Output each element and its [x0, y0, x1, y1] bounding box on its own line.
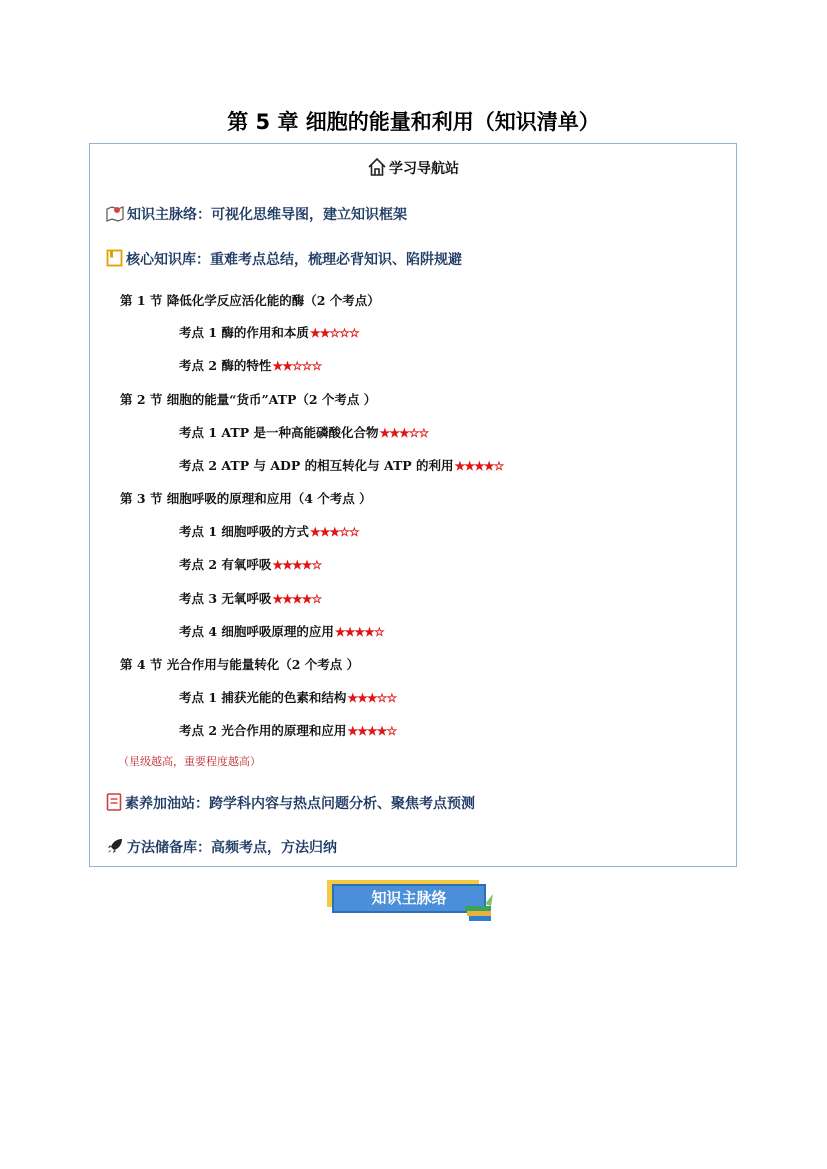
- point-2-2: 考点 2 ATP 与 ADP 的相互转化与 ATP 的利用★★★★☆: [179, 458, 504, 473]
- star-rating: ★★★☆☆: [309, 525, 359, 539]
- literacy-entry[interactable]: [106, 792, 475, 813]
- method-desc: 高频考点，方法归纳: [211, 840, 337, 856]
- page-title: 第 5 章 细胞的能量和利用（知识清单）: [227, 110, 600, 134]
- point-3-3: 考点 3 无氧呼吸★★★★☆: [179, 591, 322, 606]
- navigation-box: [89, 143, 737, 867]
- method-label: 方法储备库：: [127, 840, 211, 856]
- point-3-2: 考点 2 有氧呼吸★★★★☆: [179, 557, 322, 572]
- star-rating: ★★★★☆: [272, 592, 322, 606]
- map-pin-icon: [106, 204, 124, 222]
- nav-header: [90, 157, 736, 178]
- section-4-title: 第 4 节 光合作用与能量转化（2 个考点 ）: [120, 657, 360, 672]
- section-3-title: 第 3 节 细胞呼吸的原理和应用（4 个考点 ）: [120, 491, 372, 506]
- core-lib-label: 核心知识库：: [126, 252, 210, 268]
- method-entry[interactable]: [106, 837, 337, 857]
- star-rating: ★★★★☆: [272, 558, 322, 572]
- star-rating: ★★★★☆: [347, 724, 397, 738]
- star-legend-note: （星级越高，重要程度越高）: [118, 755, 261, 768]
- star-rating: ★★★★☆: [454, 459, 504, 473]
- point-1-1: 考点 1 酶的作用和本质★★☆☆☆: [179, 325, 359, 340]
- core-lib-desc: 重难考点总结，梳理必背知识、陷阱规避: [210, 252, 462, 268]
- clipboard-icon: [106, 792, 122, 811]
- star-rating: ★★★★☆: [334, 625, 384, 639]
- mind-map-entry[interactable]: [106, 204, 407, 224]
- section-2-title: 第 2 节 细胞的能量“货币”ATP（2 个考点 ）: [120, 392, 377, 407]
- rocket-icon: [106, 837, 124, 855]
- literacy-desc: 跨学科内容与热点问题分析、聚焦考点预测: [209, 796, 475, 812]
- core-lib-entry[interactable]: [106, 249, 462, 269]
- star-rating: ★★☆☆☆: [272, 359, 322, 373]
- nav-header-label: 学习导航站: [389, 161, 459, 177]
- point-3-4: 考点 4 细胞呼吸原理的应用★★★★☆: [179, 624, 384, 639]
- star-rating: ★★★☆☆: [347, 691, 397, 705]
- star-rating: ★★☆☆☆: [309, 326, 359, 340]
- point-3-1: 考点 1 细胞呼吸的方式★★★☆☆: [179, 524, 359, 539]
- literacy-label: 素养加油站：: [125, 796, 209, 812]
- point-4-1: 考点 1 捕获光能的色素和结构★★★☆☆: [179, 690, 397, 705]
- point-4-2: 考点 2 光合作用的原理和应用★★★★☆: [179, 723, 397, 738]
- book-icon: [106, 249, 123, 267]
- home-icon: [367, 157, 387, 177]
- point-1-2: 考点 2 酶的特性★★☆☆☆: [179, 358, 322, 373]
- mind-map-label: 知识主脉络：: [127, 207, 211, 223]
- point-2-1: 考点 1 ATP 是一种高能磷酸化合物★★★☆☆: [179, 425, 429, 440]
- banner-label: 知识主脉络: [371, 889, 447, 907]
- mind-map-banner: [325, 880, 497, 922]
- star-rating: ★★★☆☆: [379, 426, 429, 440]
- mind-map-desc: 可视化思维导图，建立知识框架: [211, 207, 407, 223]
- section-1-title: 第 1 节 降低化学反应活化能的酶（2 个考点）: [120, 293, 380, 308]
